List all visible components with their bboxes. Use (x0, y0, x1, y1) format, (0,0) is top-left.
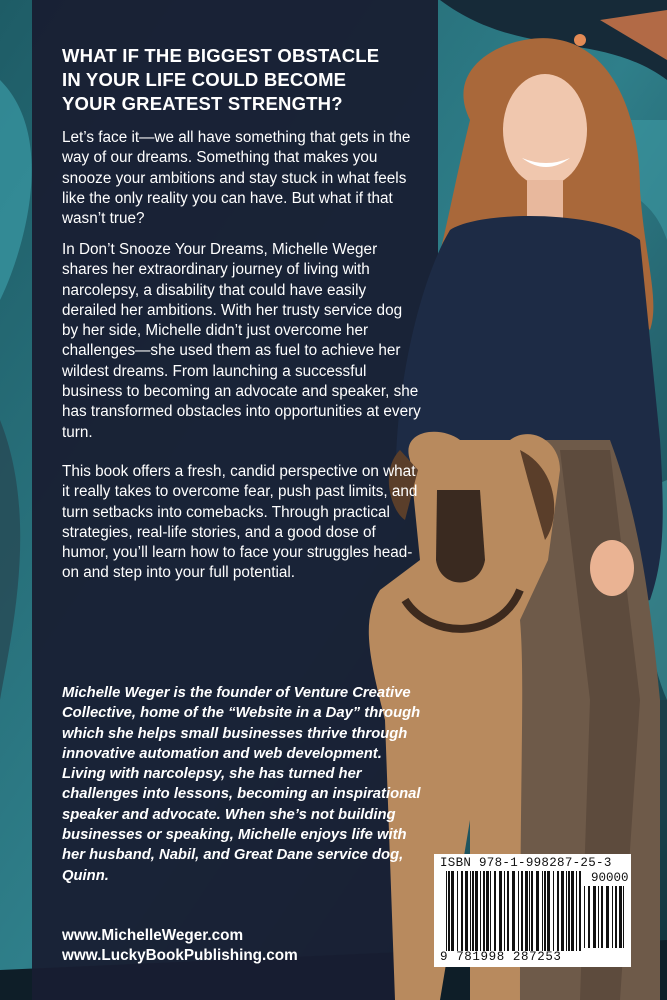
blurb-paragraph-2: In Don’t Snooze Your Dreams, Michelle Weger shares her extraordinary journey of living with narcolepsy, a disability that could have easily derailed her ambitions. With her trusty service dog by her side, Michelle didn’t just overcome her challenges—she used them as fuel to achieve her wildest dreams. From launching a successful business to becoming an advocate and speaker, she has transformed obstacles into opportunities at every turn. (62, 241, 421, 441)
headline: WHAT IF THE BIGGEST OBSTACLE IN YOUR LIFE COULD BECOME YOUR GREATEST STRENGTH? (62, 45, 380, 114)
author-bio: Michelle Weger is the founder of Venture Creative Collective, home of the “Website in a Day” through which she helps small businesses thrive through innovative automation and web development. Living with narcolepsy, she has turned her challenges into lessons, becoming an inspirational speaker and advocate. When she’s not building businesses or speaking, Michelle enjoys life with her husband, Nabil, and Great Dane service dog, Quinn. (62, 685, 421, 884)
barcode-bars (446, 871, 582, 951)
website-publisher: www.LuckyBookPublishing.com (62, 947, 298, 964)
blurb-paragraph-1: Let’s face it—we all have something that gets in the way of our dreams. Something that makes you snooze your ambitions and stay stuck in what feels like the only reality you can have. But what if that wasn’t true? (62, 129, 411, 228)
price-code: 90000 (591, 871, 629, 885)
blurb-paragraph-3: This book offers a fresh, candid perspective on what it really takes to overcome fear, push past limits, and turn setbacks into comebacks. Through practical strategies, real-life stories, and a good dose of humor, you’ll learn how to face your struggles head-on and step into your full potential. (62, 463, 418, 582)
ean-digits: 9 781998 287253 (440, 950, 562, 964)
addon-barcode-bars (584, 886, 626, 948)
website-author: www.MichelleWeger.com (62, 927, 244, 944)
isbn-barcode (434, 854, 631, 967)
isbn-label: ISBN 978-1-998287-25-3 (440, 856, 612, 870)
